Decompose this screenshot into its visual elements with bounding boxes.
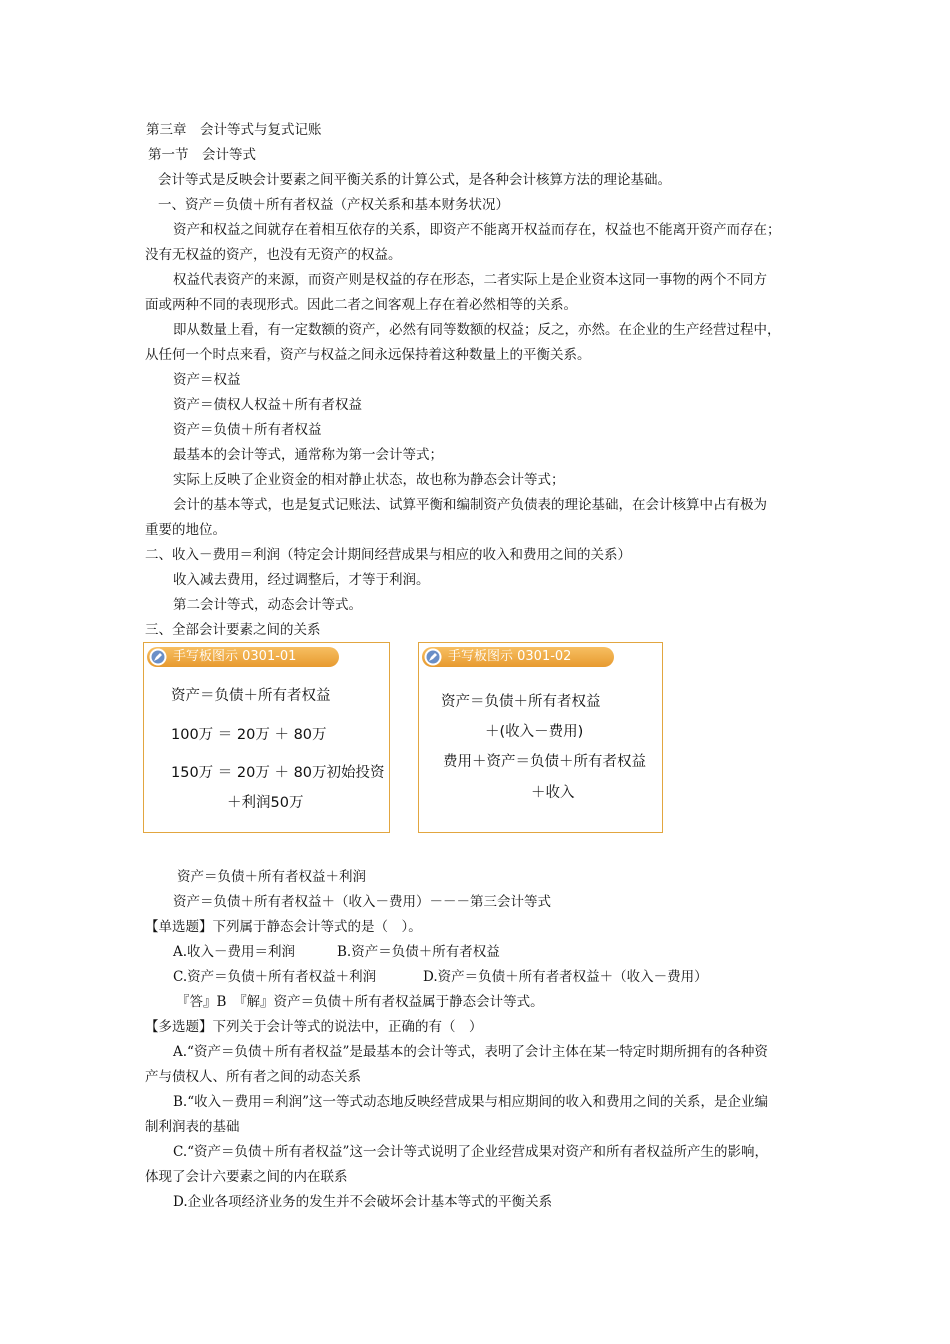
board-line: 资产＝负债＋所有者权益 — [171, 688, 331, 704]
option-d: D.企业各项经济业务的发生并不会破坏会计基本等式的平衡关系 — [173, 1194, 553, 1210]
paragraph-line: 第二会计等式，动态会计等式。 — [173, 597, 362, 613]
board-tag-label: 手写板图示 0301-01 — [173, 649, 297, 664]
paragraph-line: 没有无权益的资产，也没有无资产的权益。 — [145, 247, 402, 263]
board-line: 100万 ＝ 20万 ＋ 80万 — [171, 727, 327, 743]
paragraph-line: 权益代表资产的来源，而资产则是权益的存在形态，二者实际上是企业资本这同一事物的两个不同方 — [173, 272, 767, 288]
board-tag — [422, 647, 614, 667]
board-line: 费用＋资产＝负债＋所有者权益 — [443, 754, 646, 770]
option-a: A.“资产＝负债＋所有者权益”是最基本的会计等式，表明了会计主体在某一特定时期所拥有的各种资 — [173, 1044, 768, 1060]
equation-line: 资产＝负债＋所有者权益 — [173, 422, 322, 438]
paragraph-line: 即从数量上看，有一定数额的资产，必然有同等数额的权益；反之，亦然。在企业的生产经营过程中， — [173, 322, 781, 338]
equation-line: 资产＝权益 — [173, 372, 241, 388]
single-choice-question: 【单选题】下列属于静态会计等式的是（ ）。 — [145, 919, 422, 935]
paragraph-line: 从任何一个时点来看，资产与权益之间永远保持着这种数量上的平衡关系。 — [145, 347, 591, 363]
option-c: C.资产＝负债＋所有者权益＋利润 — [173, 969, 377, 985]
option-d: D.资产＝负债＋所有者者权益＋（收入－费用） — [423, 969, 708, 985]
board-tag-label: 手写板图示 0301-02 — [448, 649, 572, 664]
equation-line: 资产＝负债＋所有者权益＋利润 — [177, 869, 366, 885]
chapter-title: 第三章 会计等式与复式记账 — [146, 122, 322, 138]
paragraph-line: 实际上反映了企业资金的相对静止状态，故也称为静态会计等式； — [173, 472, 565, 488]
board-line: ＋利润50万 — [227, 795, 304, 811]
board-line: 150万 ＝ 20万 ＋ 80万初始投资 — [171, 765, 385, 781]
option-a: A.收入－费用＝利润 — [173, 944, 296, 960]
board-line: ＋收入 — [531, 785, 575, 801]
board-line: 资产＝负债＋所有者权益 — [441, 694, 601, 710]
option-c: C.“资产＝负债＋所有者权益”这一会计等式说明了企业经营成果对资产和所有者权益所产生的影响， — [173, 1144, 768, 1160]
pen-icon — [424, 648, 442, 666]
board-tag — [147, 647, 339, 667]
paragraph-line: 资产和权益之间就存在着相互依存的关系，即资产不能离开权益而存在，权益也不能离开资产而存在； — [173, 222, 781, 238]
option-a-cont: 产与债权人、所有者之间的动态关系 — [145, 1069, 361, 1085]
option-b-cont: 制利润表的基础 — [145, 1119, 240, 1135]
board-line: ＋(收入－费用) — [485, 724, 584, 740]
answer-explanation: 『答』B 『解』资产＝负债＋所有者权益属于静态会计等式。 — [176, 994, 544, 1010]
option-c-cont: 体现了会计六要素之间的内在联系 — [145, 1169, 348, 1185]
pen-icon — [149, 648, 167, 666]
multiple-choice-question: 【多选题】下列关于会计等式的说法中，正确的有（ ） — [145, 1019, 483, 1035]
handwriting-board-1 — [143, 642, 390, 833]
equation-line: 资产＝负债＋所有者权益＋（收入－费用）－－－第三会计等式 — [173, 894, 551, 910]
equation-line: 资产＝债权人权益＋所有者权益 — [173, 397, 362, 413]
paragraph-line: 会计的基本等式，也是复式记账法、试算平衡和编制资产负债表的理论基础，在会计核算中占有极为 — [173, 497, 767, 513]
section-title: 第一节 会计等式 — [148, 147, 256, 163]
part3-heading: 三、全部会计要素之间的关系 — [145, 622, 321, 638]
paragraph-line: 收入减去费用，经过调整后，才等于利润。 — [173, 572, 430, 588]
option-b: B.“收入－费用＝利润”这一等式动态地反映经营成果与相应期间的收入和费用之间的关系，是企业编 — [173, 1094, 769, 1110]
intro-paragraph: 会计等式是反映会计要素之间平衡关系的计算公式，是各种会计核算方法的理论基础。 — [158, 172, 671, 188]
part2-heading: 二、收入－费用＝利润（特定会计期间经营成果与相应的收入和费用之间的关系） — [145, 547, 631, 563]
handwriting-board-2 — [418, 642, 663, 833]
paragraph-line: 重要的地位。 — [145, 522, 226, 538]
paragraph-line: 最基本的会计等式，通常称为第一会计等式； — [173, 447, 443, 463]
part1-heading: 一、资产＝负债＋所有者权益（产权关系和基本财务状况） — [158, 197, 509, 213]
option-b: B.资产＝负债＋所有者权益 — [337, 944, 500, 960]
paragraph-line: 面或两种不同的表现形式。因此二者之间客观上存在着必然相等的关系。 — [145, 297, 577, 313]
